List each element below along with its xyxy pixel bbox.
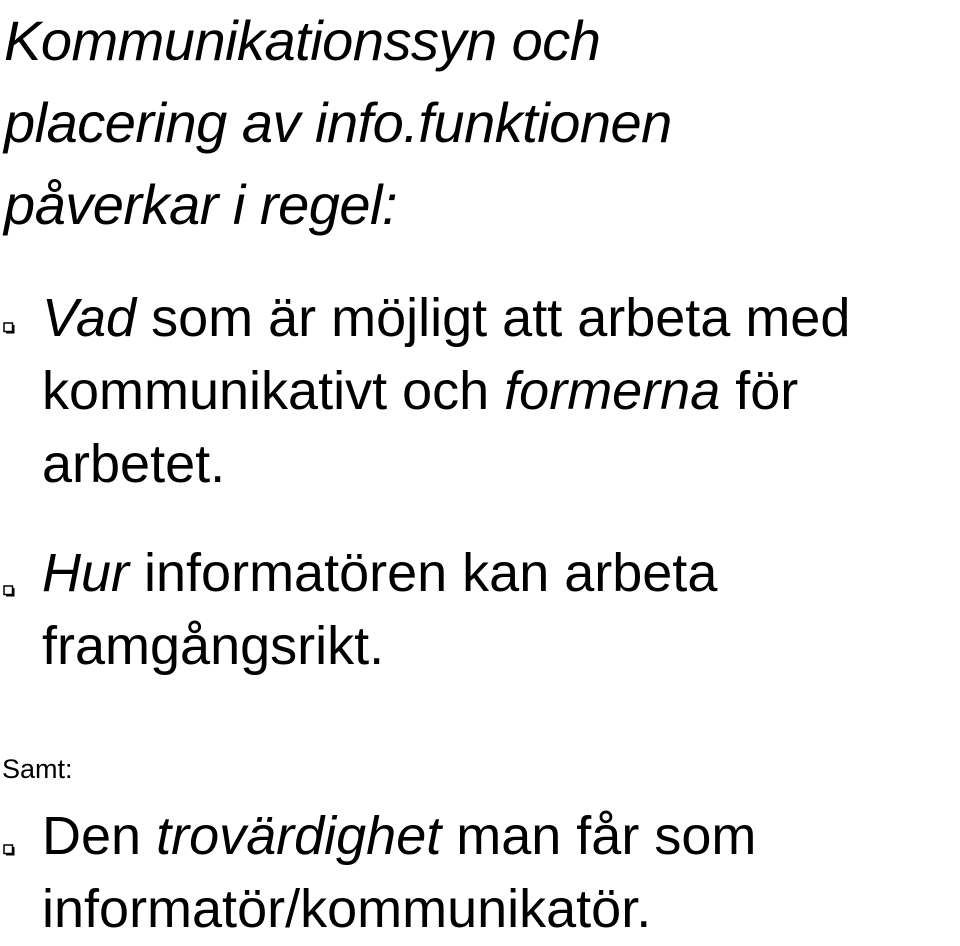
bullet-line	[42, 873, 958, 946]
italic-word: trovärdighet	[156, 806, 442, 866]
bullet-text-segment: arbetet.	[42, 434, 226, 494]
bullet-text-segment: man får som	[441, 806, 757, 866]
samt-label: Samt:	[2, 754, 73, 784]
italic-word: formerna	[504, 361, 721, 421]
italic-word: Vad	[42, 288, 137, 348]
bullet-line	[42, 610, 958, 683]
italic-word: Hur	[42, 543, 130, 603]
bullet-text-hur	[42, 537, 958, 683]
bullet-line	[42, 537, 958, 610]
bullet-text-segment: framgångsrikt.	[42, 616, 385, 676]
heading-line-2: placering av info.funktionen	[4, 91, 672, 154]
bullet-text-vad	[42, 282, 958, 501]
hollow-square-bullet-icon	[3, 322, 15, 334]
bullet-text-segment: som är möjligt att arbeta med	[136, 288, 851, 348]
bullet-text-trovardighet	[42, 800, 958, 946]
hollow-square-bullet-icon	[3, 844, 15, 856]
bullet-line	[42, 800, 958, 873]
bullet-text-segment: Den	[42, 806, 157, 866]
heading-line-3: påverkar i regel:	[4, 173, 398, 236]
slide-heading	[4, 0, 954, 246]
bullet-line	[42, 282, 958, 355]
bullet-text-segment: informatör/kommunikatör.	[42, 879, 652, 939]
bullet-text-segment: för	[720, 361, 799, 421]
bullet-line	[42, 355, 958, 428]
heading-line-1: Kommunikationssyn och	[4, 9, 601, 72]
bullet-line	[42, 428, 958, 501]
bullet-text-segment: informatören kan arbeta	[129, 543, 718, 603]
bullet-text-segment: kommunikativt och	[42, 361, 505, 421]
hollow-square-bullet-icon	[3, 585, 15, 597]
